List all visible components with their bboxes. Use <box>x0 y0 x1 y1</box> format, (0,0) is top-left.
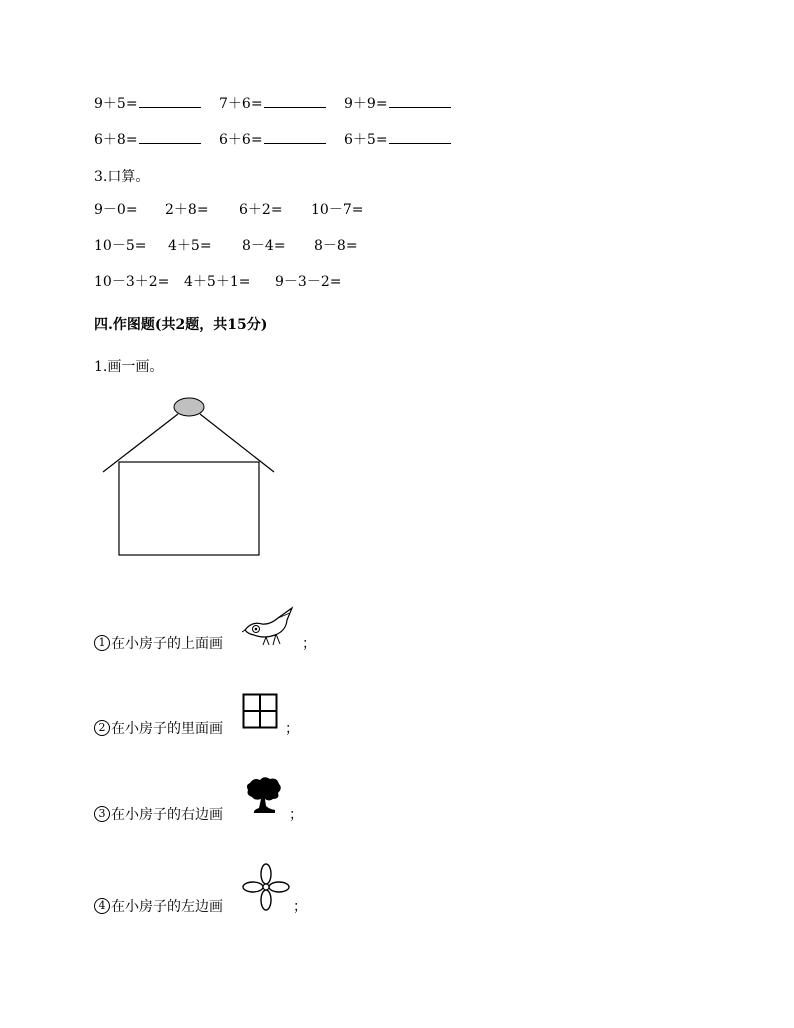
task-text: 在小房子的左边画 <box>111 899 223 915</box>
mental-equation: 4＋5＋1= <box>184 274 251 290</box>
mental-equation: 10－3＋2= <box>94 274 170 290</box>
equation <box>219 129 326 150</box>
task-text: 在小房子的上面画 <box>111 636 223 652</box>
roof-lamp <box>174 398 204 416</box>
task-end: ； <box>285 721 299 737</box>
house-figure <box>94 388 284 564</box>
answer-blank[interactable] <box>264 93 326 108</box>
answer-blank[interactable] <box>264 129 326 144</box>
question-3-title: 3.口算。 <box>94 169 150 185</box>
mental-equation: 10－5= <box>94 238 147 254</box>
task-text: 在小房子的右边画 <box>111 807 223 823</box>
roof-left-line <box>103 414 178 472</box>
drawing-question-1-title: 1.画一画。 <box>94 359 164 375</box>
equation <box>94 93 201 114</box>
task-text: 在小房子的里面画 <box>111 721 223 737</box>
equation-text: 9＋5= <box>94 96 138 112</box>
bird-icon <box>242 603 298 647</box>
mental-equation: 10－7= <box>311 202 364 218</box>
tree-icon <box>244 775 284 815</box>
equation <box>219 93 326 114</box>
mental-equation: 9－0= <box>94 202 138 218</box>
equation <box>344 129 451 150</box>
section-4-title: 四.作图题(共2题，共15分) <box>94 317 268 333</box>
equation <box>94 129 201 150</box>
roof-right-line <box>200 414 274 472</box>
flower-icon <box>241 862 291 912</box>
equation-text: 6＋8= <box>94 132 138 148</box>
equation-text: 9＋9= <box>344 96 388 112</box>
task-end: ； <box>302 636 316 652</box>
task-end: ； <box>289 807 303 823</box>
task-number: 4 <box>94 898 110 914</box>
mental-equation: 6＋2= <box>239 202 283 218</box>
equation <box>344 93 451 114</box>
mental-equation: 2＋8= <box>165 202 209 218</box>
equation-text: 6＋5= <box>344 132 388 148</box>
task-2 <box>94 718 223 738</box>
task-end: ； <box>293 899 307 915</box>
mental-equation: 8－8= <box>314 238 358 254</box>
task-1 <box>94 633 223 653</box>
mental-equation: 8－4= <box>242 238 286 254</box>
answer-blank[interactable] <box>389 93 451 108</box>
task-number: 3 <box>94 806 110 822</box>
task-number: 1 <box>94 635 110 651</box>
house-body <box>119 462 259 555</box>
equation-text: 6＋6= <box>219 132 263 148</box>
equation-text: 7＋6= <box>219 96 263 112</box>
mental-equation: 4＋5= <box>168 238 212 254</box>
answer-blank[interactable] <box>389 129 451 144</box>
task-number: 2 <box>94 720 110 736</box>
task-3 <box>94 804 223 824</box>
task-4 <box>94 896 223 916</box>
answer-blank[interactable] <box>139 93 201 108</box>
mental-equation: 9－3－2= <box>275 274 342 290</box>
answer-blank[interactable] <box>139 129 201 144</box>
window-icon <box>242 693 278 729</box>
